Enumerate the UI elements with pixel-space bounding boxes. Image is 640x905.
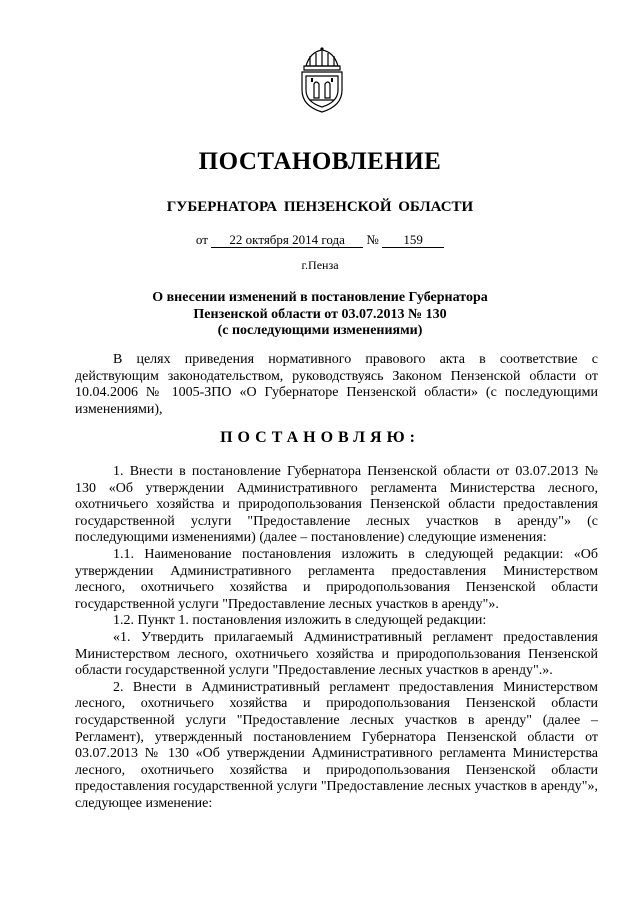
document-heading [100, 290, 540, 340]
heading-line: Пензенской области от 03.07.2013 № 130 [193, 306, 447, 322]
decree-word: ПОСТАНОВЛЯЮ: [220, 429, 420, 446]
body-paragraph: «1. Утвердить прилагаемый Административный регламент предоставления Министерством лесного, охотничьего хозяйства и природопользования Пензенской области государственной услуги "Предоставление лесных участков в аренду".». [75, 629, 598, 679]
decree-body [75, 464, 598, 812]
body-paragraph: 1.1. Наименование постановления изложить в следующей редакции: «Об утверждении Административного регламента предоставления Министерством лесного, охотничьего хозяйства и природопользования Пензенской области государственной услуги "Предоставление лесных участков в аренду"». [75, 546, 598, 612]
body-paragraph: 1. Внести в постановление Губернатора Пензенской области от 03.07.2013 № 130 «Об утверждении Административного регламента Министерства лесного, охотничьего хозяйства и природопользования Пензенской области предоставления государственной услуги "Предоставление лесных участков в аренду"» (с последующими изменениями) (далее – постановление) следующие изменения: [75, 464, 598, 546]
coat-of-arms-icon [292, 46, 352, 114]
document-subtitle: ГУБЕРНАТОРА ПЕНЗЕНСКОЙ ОБЛАСТИ [166, 199, 474, 215]
preamble-paragraph: В целях приведения нормативного правового акта в соответствие с действующим законодательством, руководствуясь Законом Пензенской области от 10.04.2006 № 1005-ЗПО «О Губернаторе Пензенской области» (с последующими изменениями), [75, 352, 598, 417]
body-paragraph: 2. Внести в Административный регламент предоставления Министерством лесного, охотничьего хозяйства и природопользования Пензенской области государственной услуги "Предоставление лесных участков в аренду" (далее – Регламент), утвержденный постановлением Губернатора Пензенской области от 03.07.2013 № 130 «Об утверждении Административного регламента Министерства лесного, охотничьего хозяйства и природопользования Пензенской области предоставления государственной услуги "Предоставление лесных участков в аренду"», следующее изменение: [75, 679, 598, 811]
document-date: 22 октября 2014 года [211, 233, 363, 248]
date-line [0, 232, 640, 248]
heading-line: (с последующими изменениями) [217, 323, 423, 338]
document-city: г.Пенза [301, 258, 339, 272]
document-number: 159 [382, 233, 444, 248]
document-title: ПОСТАНОВЛЕНИЕ [198, 148, 442, 175]
number-prefix: № [366, 232, 379, 247]
date-prefix: от [195, 232, 208, 247]
body-paragraph: 1.2. Пункт 1. постановления изложить в следующей редакции: [113, 613, 487, 629]
preamble-block [75, 352, 598, 418]
heading-line: О внесении изменений в постановление Губернатора [152, 290, 488, 305]
